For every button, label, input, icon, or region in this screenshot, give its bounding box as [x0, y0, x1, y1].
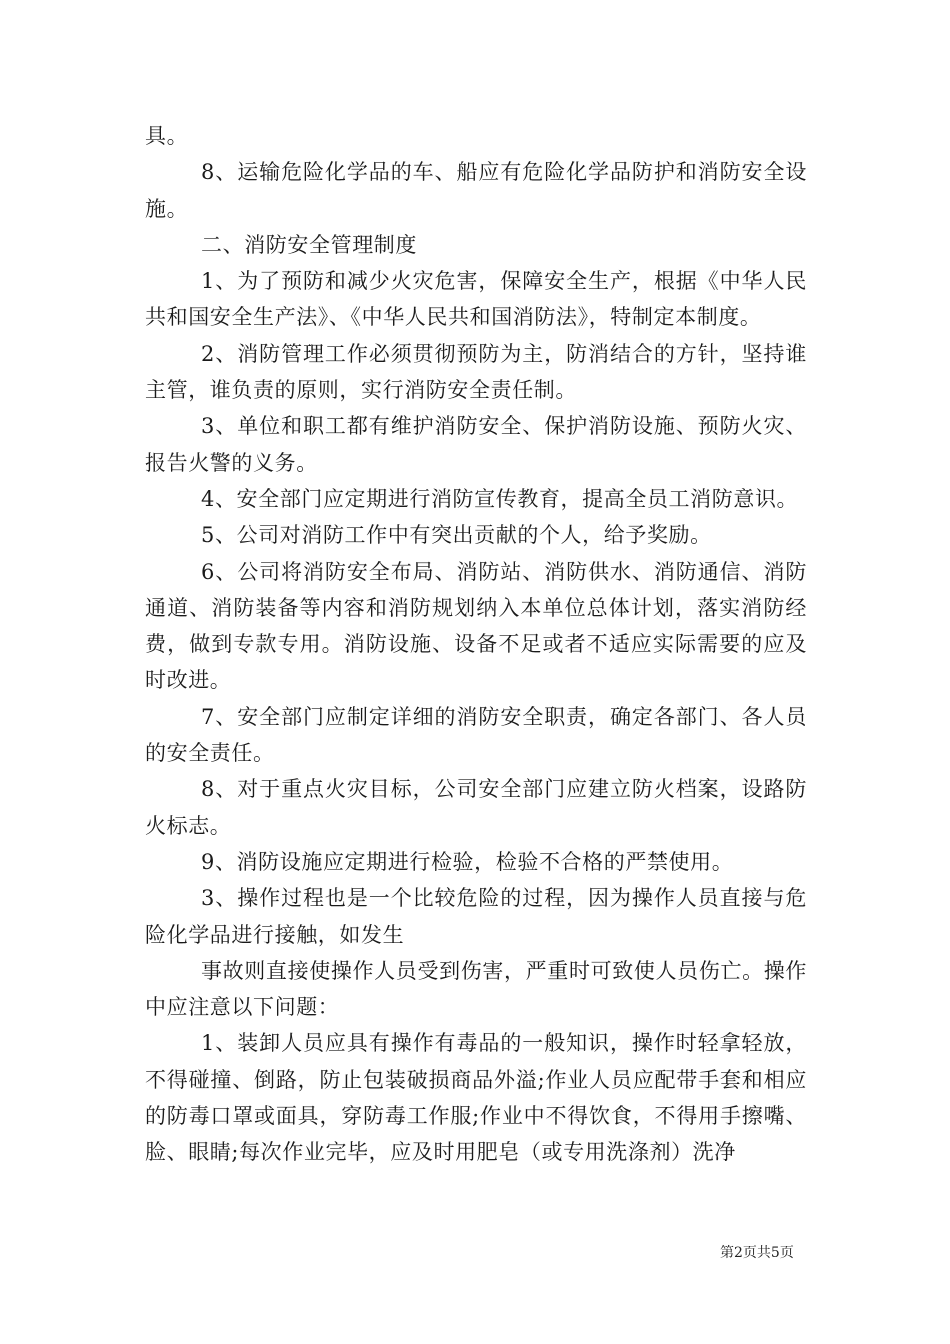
- section-heading: 二、消防安全管理制度: [201, 232, 417, 257]
- paragraph: 事故则直接使操作人员受到伤害，严重时可致使人员伤亡。操作中应注意以下问题：: [145, 958, 807, 1020]
- paragraph: 5、公司对消防工作中有突出贡献的个人，给予奖励。: [201, 523, 712, 548]
- paragraph: 2、消防管理工作必须贯彻预防为主，防消结合的方针，坚持谁主管，谁负责的原则，实行消防安全责任制。: [145, 341, 807, 403]
- paragraph: 1、为了预防和减少火灾危害，保障安全生产，根据《中华人民共和国安全生产法》、《中华人民共和国消防法》，特制定本制度。: [145, 269, 807, 330]
- paragraph: 7、安全部门应制定详细的消防安全职责，确定各部门、各人员的安全责任。: [145, 704, 807, 766]
- paragraph: 4、安全部门应定期进行消防宣传教育，提高全员工消防意识。: [201, 486, 799, 511]
- paragraph: 3、操作过程也是一个比较危险的过程，因为操作人员直接与危险化学品进行接触，如发生: [145, 886, 807, 947]
- paragraph: 6、公司将消防安全布局、消防站、消防供水、消防通信、消防通道、消防装备等内容和消防规划纳入本单位总体计划，落实消防经费，做到专款专用。消防设施、设备不足或者不适应实际需要的应及时改进。: [145, 559, 807, 693]
- paragraph: 具。: [145, 124, 189, 148]
- document-body: [145, 118, 807, 1171]
- paragraph: 3、单位和职工都有维护消防安全、保护消防设施、预防火灾、报告火警的义务。: [145, 414, 807, 475]
- paragraph: 8、对于重点火灾目标，公司安全部门应建立防火档案，设路防火标志。: [145, 777, 807, 838]
- paragraph: 8、运输危险化学品的车、船应有危险化学品防护和消防安全设施。: [145, 160, 807, 221]
- paragraph: 9、消防设施应定期进行检验，检验不合格的严禁使用。: [201, 849, 734, 874]
- page-number-footer: 第2页共5页: [720, 1245, 794, 1261]
- paragraph: 1、装卸人员应具有操作有毒品的一般知识，操作时轻拿轻放，不得碰撞、倒路，防止包装破损商品外溢;作业人员应配带手套和相应的防毒口罩或面具，穿防毒工作服;作业中不得饮食，不得用手擦嘴、脸、眼睛;每次作业完毕，应及时用肥皂（或专用洗涤剂）洗净: [145, 1031, 807, 1165]
